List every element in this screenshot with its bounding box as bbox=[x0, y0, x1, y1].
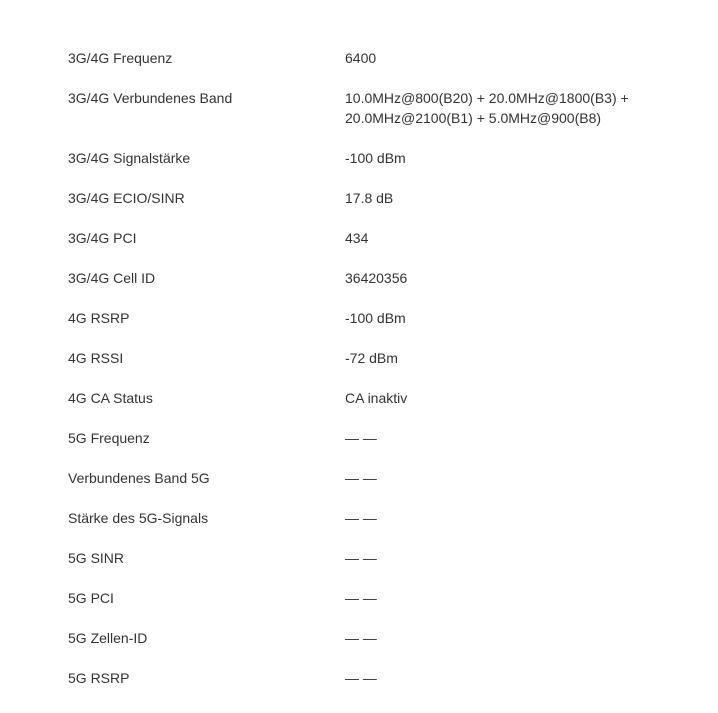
row-5g-sinr bbox=[68, 545, 668, 571]
value-4g-ca-status: CA inaktiv bbox=[345, 390, 408, 406]
row-5g-pci bbox=[68, 585, 668, 611]
label-5g-frequency: 5G Frequenz bbox=[68, 430, 150, 446]
value-frequency: 6400 bbox=[345, 50, 377, 66]
label-5g-connected-band: Verbundenes Band 5G bbox=[68, 470, 210, 486]
value-4g-rsrp: -100 dBm bbox=[345, 310, 406, 326]
value-signal-strength: -100 dBm bbox=[345, 150, 406, 166]
row-5g-connected-band bbox=[68, 465, 668, 491]
value-connected-band bbox=[345, 88, 668, 128]
row-signal-strength bbox=[68, 145, 668, 171]
value-ecio-sinr: 17.8 dB bbox=[345, 190, 394, 206]
signal-info-table bbox=[68, 45, 668, 705]
label-ecio-sinr: 3G/4G ECIO/SINR bbox=[68, 190, 185, 206]
row-pci bbox=[68, 225, 668, 251]
value-cell-id: 36420356 bbox=[345, 270, 408, 286]
row-5g-signal-strength bbox=[68, 505, 668, 531]
label-pci: 3G/4G PCI bbox=[68, 230, 137, 246]
row-frequency bbox=[68, 45, 668, 71]
label-5g-signal-strength: Stärke des 5G-Signals bbox=[68, 510, 209, 526]
label-frequency: 3G/4G Frequenz bbox=[68, 50, 173, 66]
label-cell-id: 3G/4G Cell ID bbox=[68, 270, 156, 286]
row-5g-rsrp bbox=[68, 665, 668, 691]
label-5g-pci: 5G PCI bbox=[68, 590, 114, 606]
label-5g-rsrp: 5G RSRP bbox=[68, 670, 130, 686]
value-5g-rsrp: — — bbox=[345, 670, 377, 686]
label-signal-strength: 3G/4G Signalstärke bbox=[68, 150, 191, 166]
value-5g-cell-id: — — bbox=[345, 630, 377, 646]
row-4g-rssi bbox=[68, 345, 668, 371]
row-connected-band bbox=[68, 85, 668, 131]
row-ecio-sinr bbox=[68, 185, 668, 211]
row-5g-frequency bbox=[68, 425, 668, 451]
value-connected-band-line2: 20.0MHz@2100(B1) + 5.0MHz@900(B8) bbox=[345, 110, 602, 126]
value-5g-sinr: — — bbox=[345, 550, 377, 566]
value-5g-frequency: — — bbox=[345, 430, 377, 446]
label-4g-ca-status: 4G CA Status bbox=[68, 390, 153, 406]
label-connected-band: 3G/4G Verbundenes Band bbox=[68, 90, 233, 106]
value-5g-pci: — — bbox=[345, 590, 377, 606]
label-4g-rssi: 4G RSSI bbox=[68, 350, 124, 366]
row-cell-id bbox=[68, 265, 668, 291]
value-4g-rssi: -72 dBm bbox=[345, 350, 398, 366]
value-5g-signal-strength: — — bbox=[345, 510, 377, 526]
row-4g-rsrp bbox=[68, 305, 668, 331]
label-5g-cell-id: 5G Zellen-ID bbox=[68, 630, 148, 646]
label-5g-sinr: 5G SINR bbox=[68, 550, 125, 566]
row-4g-ca-status bbox=[68, 385, 668, 411]
label-4g-rsrp: 4G RSRP bbox=[68, 310, 130, 326]
value-pci: 434 bbox=[345, 230, 369, 246]
value-connected-band-line1: 10.0MHz@800(B20) + 20.0MHz@1800(B3) + bbox=[345, 90, 629, 106]
value-5g-connected-band: — — bbox=[345, 470, 377, 486]
row-5g-cell-id bbox=[68, 625, 668, 651]
